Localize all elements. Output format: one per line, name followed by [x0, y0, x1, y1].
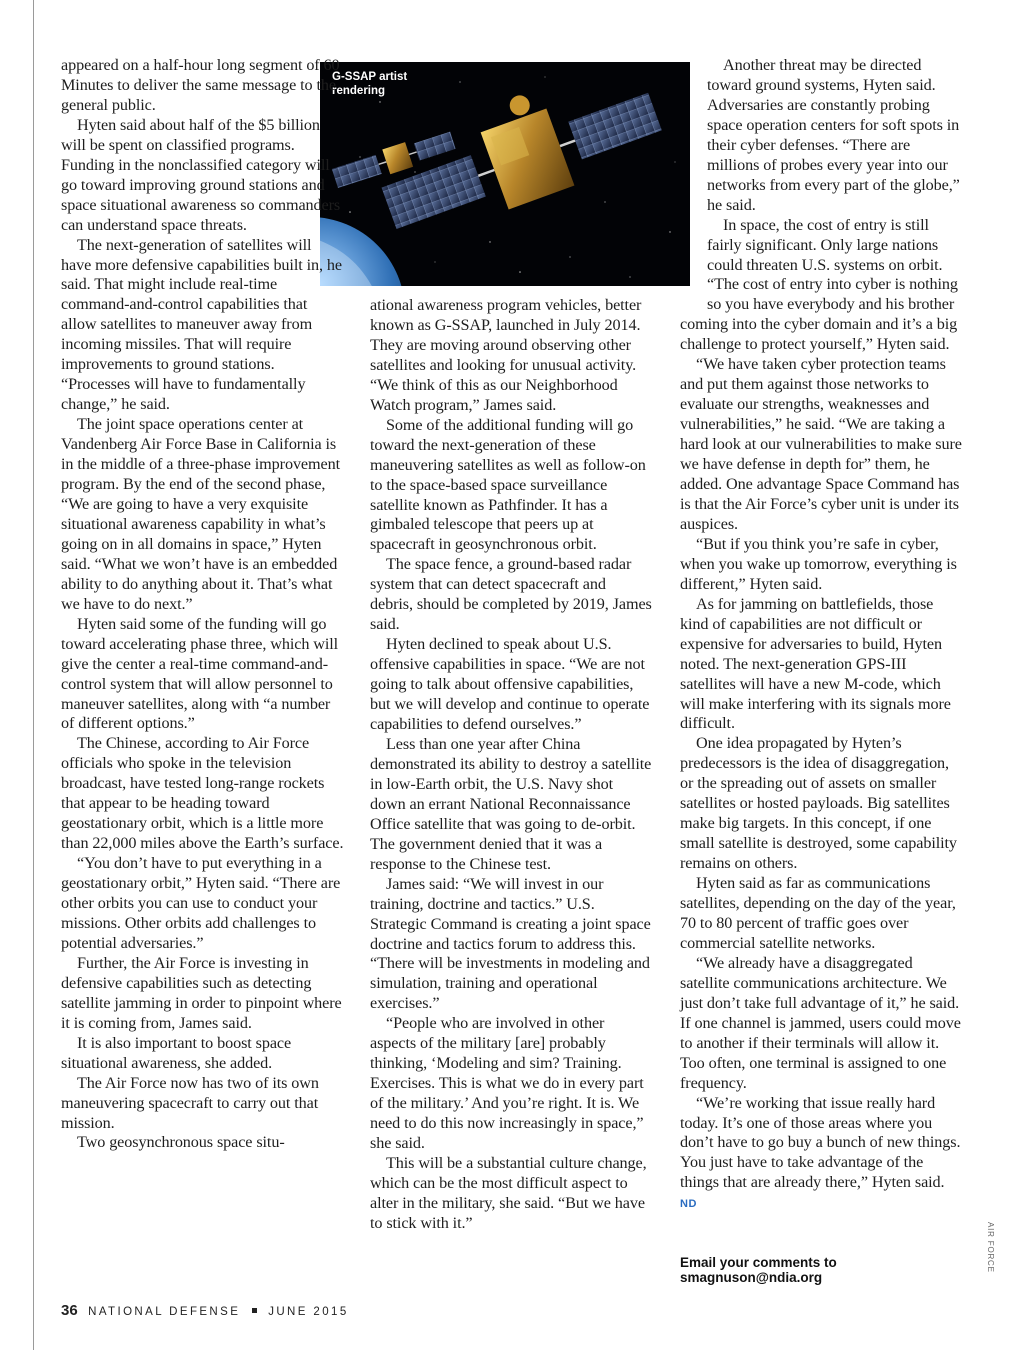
end-mark: ND [680, 1198, 697, 1211]
page-number: 36 [61, 1302, 78, 1319]
paragraph: “We already have a disaggregated satellite communications architecture. We just don’t take full advantage of it,” he said. If one channel is jammed, users could move to another if their terminals will allow it. Too often, one terminal is assigned to one frequency. [680, 953, 961, 1092]
footer-separator [252, 1308, 257, 1313]
paragraph: “But if you think you’re safe in cyber, when you wake up tomorrow, everything is different,” Hyten said. [680, 534, 957, 593]
paragraph: The joint space operations center at Vandenberg Air Force Base in California is in the middle of a three-phase improvement program. By the end of the second phase, “We are going to have a very exquisite situational awareness capability in what’s going on in all domains in space,” Hyten said. “What we won’t have is an embedded ability to do anything about it. That’s what we have to do next.” [61, 415, 340, 613]
paragraph: Hyten said some of the funding will go toward accelerating phase three, which will give the center a real-time command-and-control system that will allow personnel to maneuver satellites, along with “a number of different options.” [61, 614, 339, 733]
paragraph: Two geosynchronous space situ- [77, 1133, 285, 1152]
paragraph: This will be a substantial culture change, which can be the most difficult aspect to alter in the military, she said. “But we have to stick with it.” [370, 1153, 647, 1232]
photo-caption: G-SSAP artist rendering [332, 71, 408, 97]
final-paragraph-text: “We’re working that issue really hard today. It’s one of those areas where you don’t have to go buy a bunch of new things. You just have to take advantage of the things that are already there,” Hyten said. [680, 1093, 961, 1192]
column-2 [370, 296, 652, 1234]
paragraph: The Chinese, according to Air Force officials who spoke in the television broadcast, have tested long-range rockets that appear to be heading toward geostationary orbit, which is a little more than 22,000 miles above the Earth’s surface. [61, 734, 344, 853]
column-3 [680, 56, 963, 1215]
photo-wrap-spacer [680, 56, 707, 296]
paragraph: appeared on a half-hour long segment of 60 Minutes to deliver the same message to the general public. [61, 56, 340, 114]
email-comments-line: Email your comments to smagnuson@ndia.org [680, 1255, 837, 1285]
paragraph: It is also important to boost space situational awareness, she added. [61, 1033, 292, 1072]
paragraph: Another threat may be directed toward ground systems, Hyten said. Adversaries are constantly probing space operation centers for soft spots in their cyber defenses. “There are millions of probes every year into our networks from every part of the globe,” he said. [707, 56, 960, 214]
publication-name: NATIONAL DEFENSE [88, 1306, 241, 1318]
paragraph: Further, the Air Force is investing in defensive capabilities such as detecting satellite jamming in order to pinpoint where it is coming from, James said. [61, 953, 342, 1032]
paragraph: James said: “We will invest in our training, doctrine and tactics.” U.S. Strategic Command is creating a joint space doctrine and tactics forum to address this. “There will be investments in modeling and simulation, training and operational exercises.” [370, 874, 651, 1013]
column-1 [61, 56, 344, 1153]
issue-date: JUNE 2015 [268, 1306, 349, 1318]
paragraph: “You don’t have to put everything in a geostationary orbit,” Hyten said. “There are other orbits you can use to conduct your missions. Other orbits add challenges to potential adversaries.” [61, 854, 341, 952]
satellite-photo [320, 62, 690, 286]
paragraph: Hyten said about half of the $5 billion will be spent on classified programs. Funding in the nonclassified category will go toward improving ground stations and space situational awareness so commanders can understand space threats. [61, 115, 341, 234]
paragraph: “People who are involved in other aspects of the military [are] probably thinking, ‘Modeling and sim? Training. Exercises. This is what we do in every part of the military.’ And you’re right. It is. We need to do this now increasingly in space,” she said. [370, 1014, 644, 1153]
left-margin-rule [33, 0, 34, 1350]
paragraph: One idea propagated by Hyten’s predecessors is the idea of disaggregation, or the spreading out of assets on smaller satellites or hosted payloads. Big satellites make big targets. In this concept, if one small satellite is destroyed, some capability remains on others. [680, 734, 957, 873]
paragraph: The next-generation of satellites will have more defensive capabilities built in, he said. That might include real-time command-and-control capabilities that allow satellites to maneuver away from incoming missiles. That will require improvements to ground stations. “Processes will have to fundamentally change,” he said. [61, 235, 342, 414]
paragraph: The Air Force now has two of its own maneuvering spacecraft to carry out that mission. [61, 1073, 319, 1132]
page-footer [61, 1302, 349, 1320]
paragraph: As for jamming on battlefields, those kind of capabilities are not difficult or expensive for adversaries to build, Hyten noted. The next-generation GPS-III satellites will have a new M-code, which will make interfering with its signals more difficult. [680, 594, 951, 733]
paragraph: Some of the additional funding will go toward the next-generation of these maneuvering satellites as well as follow-on to the space-based space surveillance satellite known as Pathfinder. It has a gimbaled telescope that peers up at spacecraft in geosynchronous orbit. [370, 415, 646, 554]
section-side-label: AIR FORCE [986, 1222, 995, 1273]
paragraph: Hyten declined to speak about U.S. offensive capabilities in space. “We are not going to talk about offensive capabilities, but we will develop and continue to operate capabilities to defend ourselves.” [370, 635, 650, 734]
paragraph: The space fence, a ground-based radar system that can detect spacecraft and debris, should be completed by 2019, James said. [370, 555, 652, 634]
paragraph: In space, the cost of entry is still fairly significant. Only large nations could threaten U.S. systems on orbit. “The cost of entry into cyber is nothing so you have everybody and his brother coming into the cyber domain and it’s a big challenge to protect yourself,” Hyten said. [680, 215, 958, 354]
paragraph: Hyten said as far as communications satellites, depending on the day of the year, 70 to 80 percent of traffic goes over commercial satellite networks. [680, 874, 956, 952]
paragraph-final [680, 1094, 963, 1216]
paragraph: “We have taken cyber protection teams and put them against those networks to evaluate our strengths, weaknesses and vulnerabilities,” he said. “We are taking a hard look at our vulnerabilities to make sure we have defense in depth for” them, he added. One advantage Space Command has is that the Air Force’s cyber unit is under its auspices. [680, 355, 962, 533]
paragraph: ational awareness program vehicles, better known as G-SSAP, launched in July 2014. They are moving around observing other satellites and looking for unusual activity. “We think of this as our Neighborhood Watch program,” James said. [370, 296, 642, 414]
paragraph: Less than one year after China demonstrated its ability to destroy a satellite in low-Earth orbit, the U.S. Navy shot down an errant National Reconnaissance Office satellite that was going to de-orbit. The government denied that it was a response to the Chinese test. [370, 734, 652, 873]
